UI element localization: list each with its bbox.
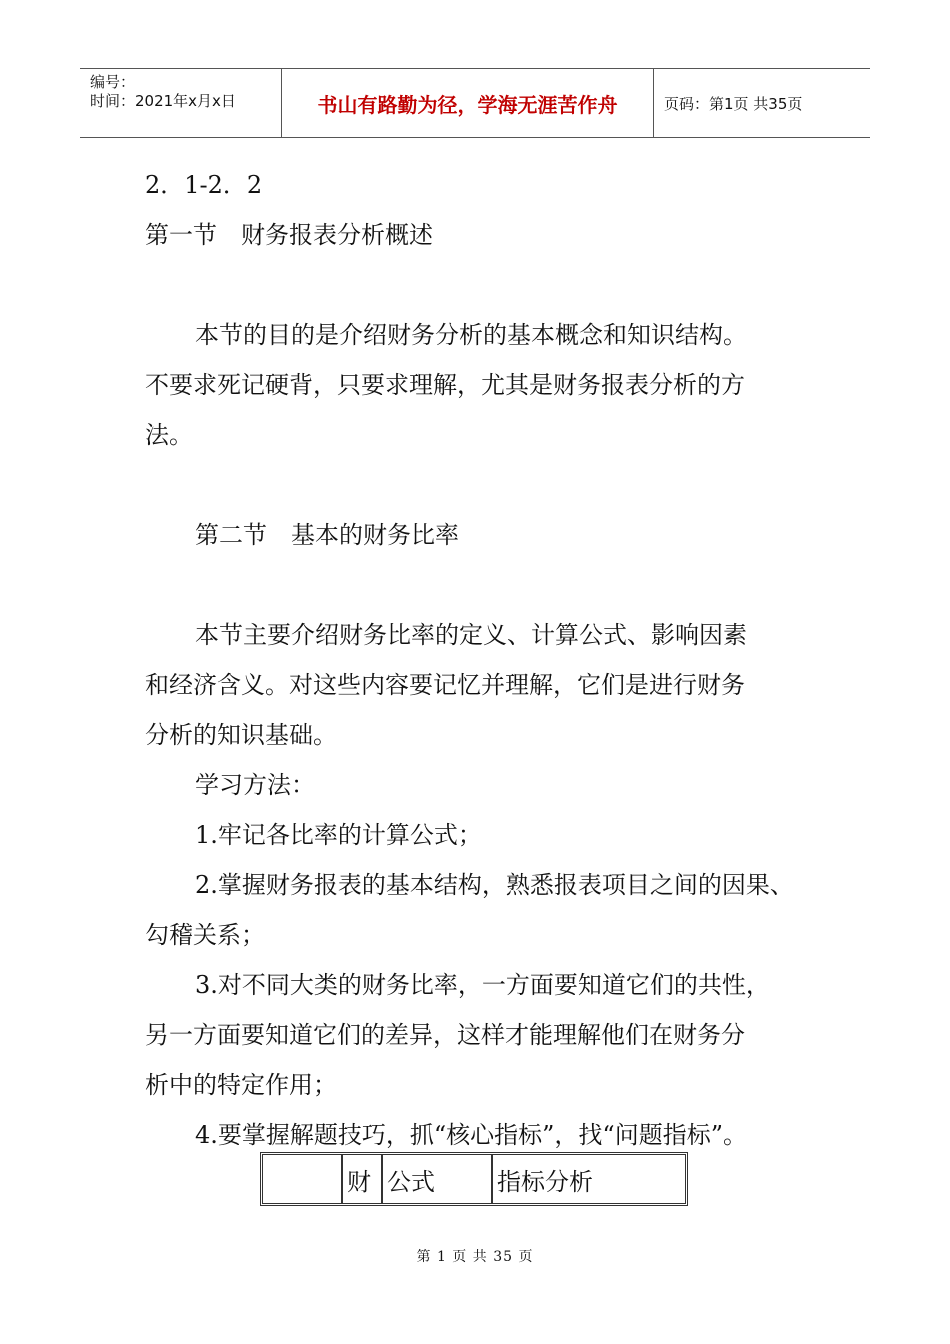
document-body bbox=[145, 160, 835, 1160]
table-cell bbox=[263, 1155, 341, 1203]
para2-line: 本节主要介绍财务比率的定义、计算公式、影响因素 bbox=[195, 621, 747, 649]
table-cell: 指标分析 bbox=[491, 1155, 685, 1203]
section1-title: 第一节 财务报表分析概述 bbox=[145, 221, 433, 249]
section2-title: 第二节 基本的财务比率 bbox=[195, 521, 459, 549]
page-footer: 第 1 页 共 35 页 bbox=[416, 1249, 534, 1265]
page-header bbox=[80, 68, 870, 138]
method-item-2: 2.掌握财务报表的基本结构，熟悉报表项目之间的因果、 bbox=[195, 871, 794, 899]
para2-line: 分析的知识基础。 bbox=[145, 721, 337, 749]
para1-line: 本节的目的是介绍财务分析的基本概念和知识结构。 bbox=[195, 321, 747, 349]
header-code: 编号： bbox=[90, 73, 136, 91]
table-cell: 财 bbox=[341, 1155, 381, 1203]
method-item-3: 3.对不同大类的财务比率，一方面要知道它们的共性， bbox=[195, 971, 770, 999]
section-number: 2．1-2．2 bbox=[145, 171, 263, 199]
method-item-3-cont: 析中的特定作用； bbox=[145, 1071, 337, 1099]
method-item-4: 4.要掌握解题技巧，抓“核心指标”，找“问题指标”。 bbox=[195, 1121, 747, 1149]
para2-line: 和经济含义。对这些内容要记忆并理解，它们是进行财务 bbox=[145, 671, 745, 699]
method-item-3-cont: 另一方面要知道它们的差异，这样才能理解他们在财务分 bbox=[145, 1021, 745, 1049]
ratio-table bbox=[260, 1152, 688, 1206]
para1-line: 法。 bbox=[145, 421, 193, 449]
method-title: 学习方法： bbox=[195, 771, 315, 799]
method-item-1: 1.牢记各比率的计算公式； bbox=[195, 821, 482, 849]
header-meta bbox=[80, 69, 282, 137]
para1-line: 不要求死记硬背，只要求理解，尤其是财务报表分析的方 bbox=[145, 371, 745, 399]
table-cell: 公式 bbox=[381, 1155, 491, 1203]
header-time: 时间：2021年x月x日 bbox=[90, 92, 236, 110]
header-page-info: 页码：第1页 共35页 bbox=[664, 94, 803, 113]
method-item-2-cont: 勾稽关系； bbox=[145, 921, 265, 949]
table-row bbox=[263, 1155, 685, 1203]
header-motto: 书山有路勤为径，学海无涯苦作舟 bbox=[282, 69, 654, 137]
